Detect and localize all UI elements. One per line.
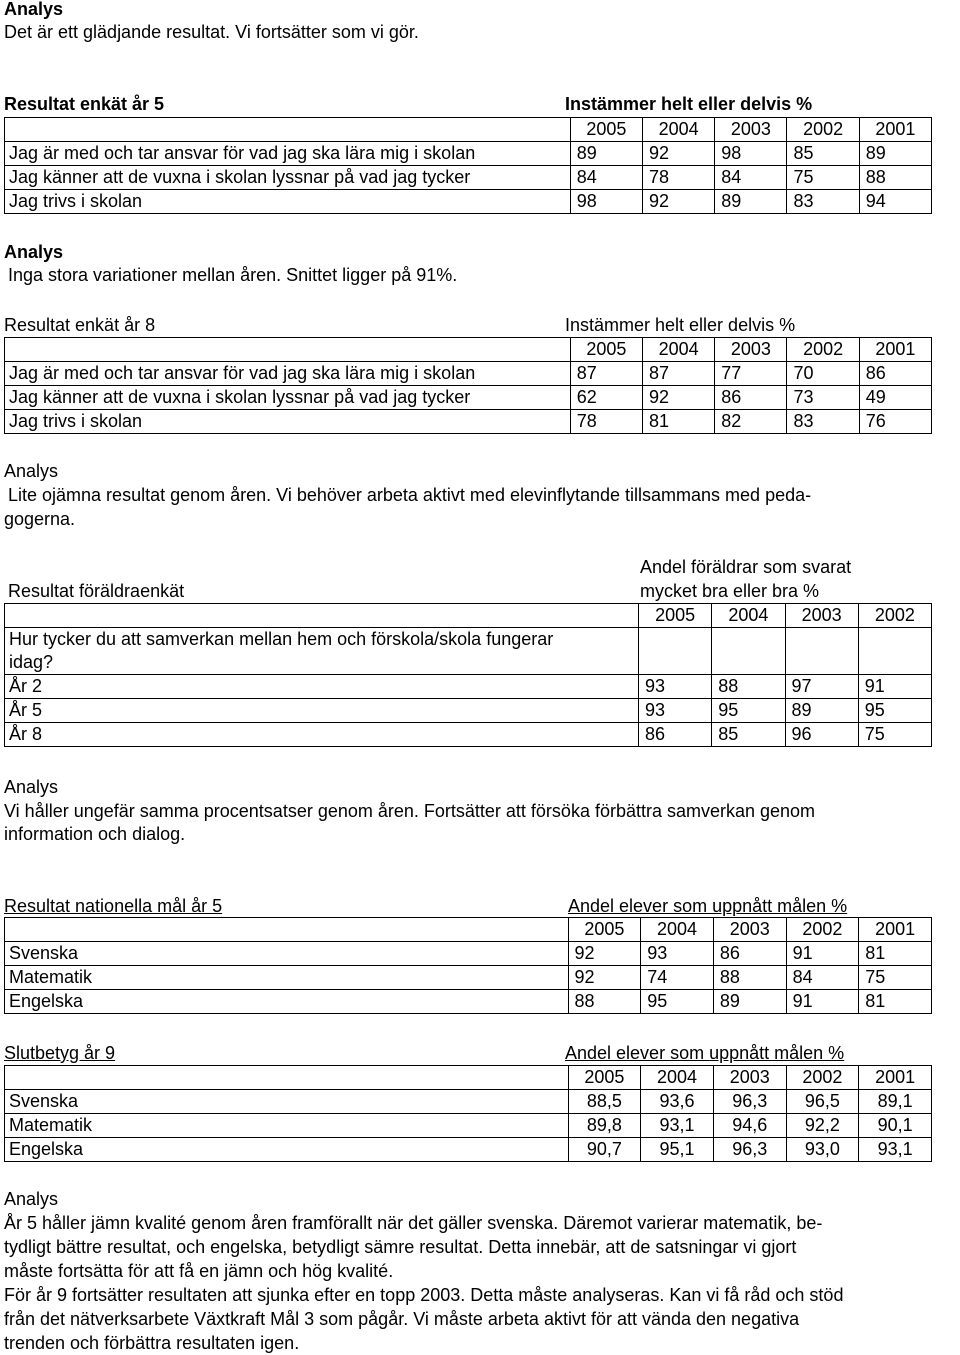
value-cell: 84	[570, 166, 642, 190]
table-row	[5, 628, 932, 675]
value-cell: 86	[859, 362, 931, 386]
question-cell: År 5	[5, 699, 639, 723]
subject-cell: Svenska	[5, 1090, 569, 1114]
value-cell: 87	[570, 362, 642, 386]
value-cell: 62	[570, 386, 642, 410]
year-cell: 2004	[643, 338, 715, 362]
question-cell: År 2	[5, 675, 639, 699]
table-row	[5, 966, 932, 990]
value-cell: 86	[639, 723, 712, 747]
value-cell: 96,3	[713, 1138, 786, 1162]
value-cell: 92,2	[786, 1114, 859, 1138]
year-cell: 2004	[641, 1066, 714, 1090]
value-cell: 88,5	[568, 1090, 641, 1114]
value-cell-empty	[858, 628, 931, 675]
value-cell: 92	[568, 942, 641, 966]
value-cell: 93,1	[641, 1114, 714, 1138]
value-cell: 90,7	[568, 1138, 641, 1162]
value-cell: 86	[715, 386, 787, 410]
table-row	[5, 142, 932, 166]
value-cell: 94	[859, 190, 931, 214]
year-cell: 2004	[643, 118, 715, 142]
value-cell: 96,3	[713, 1090, 786, 1114]
value-cell: 96	[785, 723, 858, 747]
value-cell: 89	[715, 190, 787, 214]
value-cell: 73	[787, 386, 859, 410]
value-cell: 89	[570, 142, 642, 166]
value-cell: 93	[639, 699, 712, 723]
table-row	[5, 190, 932, 214]
value-cell: 81	[859, 990, 932, 1014]
value-cell: 88	[712, 675, 785, 699]
subject-cell: Matematik	[5, 1114, 569, 1138]
intro-text: Det är ett glädjande resultat. Vi fortsätter som vi gör.	[4, 22, 419, 42]
value-cell: 93,6	[641, 1090, 714, 1114]
value-cell: 95	[641, 990, 714, 1014]
year-cell: 2005	[570, 338, 642, 362]
final-line: År 5 håller jämn kvalité genom åren framförallt när det gäller svenska. Däremot varierar matematik, be-	[4, 1213, 823, 1233]
survey8-analysis-line1: Lite ojämna resultat genom åren. Vi behöver arbeta aktivt med elevinflytande tillsammans med peda-	[8, 485, 812, 505]
survey8-analysis-line2: gogerna.	[4, 509, 76, 529]
final-line: tydligt bättre resultat, och engelska, betydligt sämre resultat. Detta innebär, att de satsningar vi gjort	[4, 1237, 797, 1257]
table-header-row	[5, 1066, 932, 1090]
table-row	[5, 1114, 932, 1138]
table-row	[5, 166, 932, 190]
survey8-title: Resultat enkät år 8	[4, 315, 156, 335]
table-header-row	[5, 918, 932, 942]
national-header: Andel elever som uppnått målen %	[568, 896, 848, 916]
final-analysis-heading: Analys	[4, 1189, 59, 1209]
final-line: från det nätverksarbete Växtkraft Mål 3 som pågår. Vi måste arbeta aktivt för att vända den negativa	[4, 1309, 800, 1329]
question-cell	[5, 628, 639, 675]
value-cell: 98	[570, 190, 642, 214]
year-cell: 2003	[713, 918, 786, 942]
value-cell: 93	[641, 942, 714, 966]
final-line: trenden och förbättra resultaten igen.	[4, 1333, 300, 1353]
value-cell: 75	[859, 966, 932, 990]
table-cell-blank	[5, 918, 569, 942]
subject-cell: Matematik	[5, 966, 569, 990]
national-title: Resultat nationella mål år 5	[4, 896, 223, 916]
question-cell: Jag är med och tar ansvar för vad jag ska lära mig i skolan	[5, 142, 571, 166]
year-cell: 2003	[713, 1066, 786, 1090]
year-cell: 2005	[568, 918, 641, 942]
value-cell: 74	[641, 966, 714, 990]
year-cell: 2001	[859, 118, 931, 142]
table-cell-blank	[5, 118, 571, 142]
value-cell: 92	[568, 966, 641, 990]
value-cell: 75	[858, 723, 931, 747]
survey5-table	[4, 117, 932, 214]
subject-cell: Engelska	[5, 990, 569, 1014]
year-cell: 2001	[859, 1066, 932, 1090]
survey5-analysis-heading: Analys	[4, 242, 64, 262]
value-cell: 96,5	[786, 1090, 859, 1114]
question-cell: Jag känner att de vuxna i skolan lyssnar på vad jag tycker	[5, 386, 571, 410]
value-cell: 91	[786, 990, 859, 1014]
value-cell: 88	[859, 166, 931, 190]
value-cell: 77	[715, 362, 787, 386]
value-cell: 85	[712, 723, 785, 747]
table-cell-blank	[5, 604, 639, 628]
national-table	[4, 917, 932, 1014]
value-cell: 84	[786, 966, 859, 990]
parents-analysis-line1: Vi håller ungefär samma procentsatser genom åren. Fortsätter att försöka förbättra samverkan genom	[4, 801, 816, 821]
parents-title: Resultat föräldraenkät	[8, 581, 185, 601]
value-cell: 93,0	[786, 1138, 859, 1162]
subject-cell: Svenska	[5, 942, 569, 966]
value-cell: 88	[568, 990, 641, 1014]
intro-heading: Analys	[4, 0, 64, 19]
value-cell: 95	[712, 699, 785, 723]
value-cell: 84	[715, 166, 787, 190]
question-cell: År 8	[5, 723, 639, 747]
value-cell: 92	[643, 190, 715, 214]
year-cell: 2001	[859, 918, 932, 942]
year-cell: 2005	[639, 604, 712, 628]
parents-analysis-heading: Analys	[4, 777, 59, 797]
grades9-header: Andel elever som uppnått målen %	[565, 1043, 845, 1063]
year-cell: 2004	[641, 918, 714, 942]
table-header-row	[5, 604, 932, 628]
value-cell-empty	[712, 628, 785, 675]
value-cell: 81	[643, 410, 715, 434]
subject-cell: Engelska	[5, 1138, 569, 1162]
value-cell: 49	[859, 386, 931, 410]
table-row	[5, 990, 932, 1014]
survey8-header: Instämmer helt eller delvis %	[565, 315, 796, 335]
year-cell: 2005	[570, 118, 642, 142]
grades9-table	[4, 1065, 932, 1162]
parents-table	[4, 603, 932, 747]
value-cell: 78	[570, 410, 642, 434]
survey5-analysis-text: Inga stora variationer mellan åren. Snittet ligger på 91%.	[8, 265, 458, 285]
final-line: För år 9 fortsätter resultaten att sjunka efter en topp 2003. Detta måste analyseras. Kan vi få råd och stöd	[4, 1285, 844, 1305]
value-cell: 92	[643, 386, 715, 410]
survey8-table	[4, 337, 932, 434]
value-cell: 89	[785, 699, 858, 723]
question-cell: Jag trivs i skolan	[5, 410, 571, 434]
year-cell: 2004	[712, 604, 785, 628]
value-cell: 91	[786, 942, 859, 966]
value-cell: 75	[787, 166, 859, 190]
value-cell: 82	[715, 410, 787, 434]
year-cell: 2005	[568, 1066, 641, 1090]
table-row	[5, 675, 932, 699]
value-cell: 78	[643, 166, 715, 190]
value-cell: 95	[858, 699, 931, 723]
year-cell: 2002	[787, 118, 859, 142]
value-cell: 76	[859, 410, 931, 434]
year-cell: 2002	[786, 918, 859, 942]
grades9-title: Slutbetyg år 9	[4, 1043, 116, 1063]
final-line: måste fortsätta för att få en jämn och hög kvalité.	[4, 1261, 394, 1281]
value-cell: 83	[787, 410, 859, 434]
table-cell-blank	[5, 1066, 569, 1090]
value-cell: 89,1	[859, 1090, 932, 1114]
table-row	[5, 699, 932, 723]
value-cell: 92	[643, 142, 715, 166]
value-cell: 98	[715, 142, 787, 166]
value-cell-empty	[785, 628, 858, 675]
table-cell-blank	[5, 338, 571, 362]
survey5-title: Resultat enkät år 5	[4, 94, 165, 114]
year-cell: 2003	[785, 604, 858, 628]
value-cell: 89	[713, 990, 786, 1014]
question-cell: Jag känner att de vuxna i skolan lyssnar på vad jag tycker	[5, 166, 571, 190]
value-cell: 93	[639, 675, 712, 699]
question-cell: Jag trivs i skolan	[5, 190, 571, 214]
parents-analysis-line2: information och dialog.	[4, 824, 186, 844]
table-row	[5, 1138, 932, 1162]
survey5-header: Instämmer helt eller delvis %	[565, 94, 813, 114]
table-row	[5, 410, 932, 434]
year-cell: 2003	[715, 338, 787, 362]
value-cell: 81	[859, 942, 932, 966]
year-cell: 2003	[715, 118, 787, 142]
value-cell: 95,1	[641, 1138, 714, 1162]
table-header-row	[5, 118, 932, 142]
value-cell: 70	[787, 362, 859, 386]
value-cell: 85	[787, 142, 859, 166]
parents-header-line2: mycket bra eller bra %	[640, 581, 820, 601]
value-cell: 87	[643, 362, 715, 386]
year-cell: 2002	[786, 1066, 859, 1090]
table-row	[5, 942, 932, 966]
table-row	[5, 723, 932, 747]
table-row	[5, 386, 932, 410]
year-cell: 2001	[859, 338, 931, 362]
survey8-analysis-heading: Analys	[4, 461, 59, 481]
final-analysis-text	[4, 1211, 954, 1355]
year-cell: 2002	[858, 604, 931, 628]
value-cell: 83	[787, 190, 859, 214]
value-cell: 97	[785, 675, 858, 699]
table-row	[5, 1090, 932, 1114]
value-cell: 94,6	[713, 1114, 786, 1138]
value-cell: 86	[713, 942, 786, 966]
value-cell: 91	[858, 675, 931, 699]
value-cell: 89,8	[568, 1114, 641, 1138]
year-cell: 2002	[787, 338, 859, 362]
value-cell-empty	[639, 628, 712, 675]
value-cell: 90,1	[859, 1114, 932, 1138]
value-cell: 88	[713, 966, 786, 990]
table-header-row	[5, 338, 932, 362]
value-cell: 93,1	[859, 1138, 932, 1162]
question-line2: idag?	[9, 652, 54, 672]
parents-header-line1: Andel föräldrar som svarat	[640, 557, 852, 577]
value-cell: 89	[859, 142, 931, 166]
question-cell: Jag är med och tar ansvar för vad jag ska lära mig i skolan	[5, 362, 571, 386]
question-line1: Hur tycker du att samverkan mellan hem och förskola/skola fungerar	[9, 629, 554, 649]
table-row	[5, 362, 932, 386]
